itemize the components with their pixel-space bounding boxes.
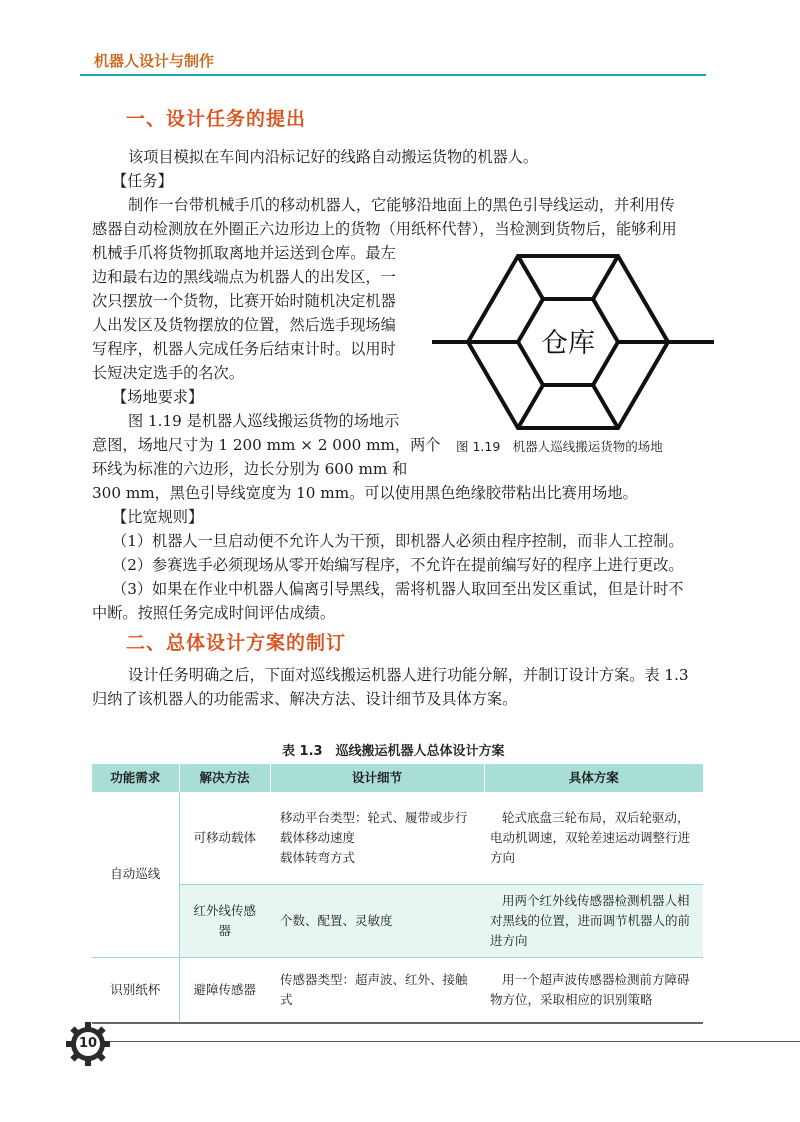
para-line: 次只摆放一个货物，比赛开始时随机决定机器 (92, 292, 396, 310)
table-header: 解决方法 (179, 764, 270, 792)
spoke (593, 256, 618, 299)
plan-line: 物方位，采取相应的识别策略 (490, 991, 653, 1007)
method-cell (179, 884, 270, 957)
spoke (518, 256, 543, 299)
details-line: 载体转弯方式 (280, 849, 356, 865)
header-rule (80, 74, 706, 76)
function-cell: 自动巡线 (92, 792, 179, 957)
para-line: 归纳了该机器人的功能需求、解决方法、设计细节及具体方案。 (92, 690, 518, 708)
para-line: 图 1.19 是机器人巡线搬运货物的场地示 (128, 412, 400, 430)
field-diagram-svg (430, 246, 716, 434)
section-title-1: 一、设计任务的提出 (126, 108, 307, 130)
method-line: 器 (218, 922, 231, 938)
table-caption: 表 1.3 巡线搬运机器人总体设计方案 (282, 744, 505, 759)
para-line: （3）如果在作业中机器人偏离引导黑线，需将机器人取回至出发区重试，但是计时不 (112, 580, 684, 598)
para-line: 【场地要求】 (112, 388, 204, 406)
warehouse-label: 仓库 (541, 328, 595, 359)
para-line: 【任务】 (112, 172, 173, 190)
para-line: 长短决定选手的名次。 (92, 364, 244, 382)
page-number: 10 (78, 1036, 98, 1051)
plan-line: 电动机调速，双轮差速运动调整行进 (490, 829, 691, 845)
method-line: 红外线传感 (193, 902, 256, 918)
plan-line: 对黑线的位置，进而调节机器人的前 (490, 912, 691, 928)
para-line: （2）参赛选手必须现场从零开始编写程序，不允许在提前编写好的程序上进行更改。 (112, 556, 684, 574)
para-line: 人出发区及货物摆放的位置，然后选手现场编 (92, 316, 396, 334)
table-header: 设计细节 (270, 764, 484, 792)
table-row (92, 884, 703, 957)
figure-caption: 图 1.19 机器人巡线搬运货物的场地 (456, 439, 663, 454)
table-header: 具体方案 (484, 764, 703, 792)
para-line: 300 mm，黑色引导线宽度为 10 mm。可以使用黑色绝缘胶带粘出比赛用场地。 (92, 484, 638, 502)
design-plan-table (92, 764, 703, 1024)
plan-cell (484, 957, 703, 1023)
para-line: 设计任务明确之后，下面对巡线搬运机器人进行功能分解，并制订设计方案。表 1.3 (128, 666, 689, 684)
details-cell: 传感器类型：超声波、红外、接触式 (270, 957, 484, 1023)
para-line: 该项目模拟在车间内沿标记好的线路自动搬运货物的机器人。 (128, 148, 539, 166)
spoke (518, 385, 543, 428)
para-line: 中断。按照任务完成时间评估成绩。 (92, 604, 335, 622)
method-cell: 可移动载体 (179, 792, 270, 884)
plan-line: 方向 (490, 849, 516, 865)
table-row (92, 957, 703, 1023)
plan-line: 用一个超声波传感器检测前方障碍 (502, 971, 690, 987)
plan-line: 进方向 (490, 932, 528, 948)
para-line: 环线为标准的六边形，边长分别为 600 mm 和 (92, 460, 408, 478)
para-line: 感器自动检测放在外圈正六边形边上的货物（用纸杯代替），当检测到货物后，能够利用 (92, 220, 677, 238)
method-cell: 避障传感器 (179, 957, 270, 1023)
plan-cell (484, 792, 703, 884)
table-row (92, 792, 703, 884)
details-line: 移动平台类型：轮式、履带或步行 (280, 809, 468, 825)
para-line: 机械手爪将货物抓取离地并运送到仓库。最左 (92, 244, 396, 262)
details-line: 载体移动速度 (280, 829, 356, 845)
details-cell (270, 792, 484, 884)
function-cell: 识别纸杯 (92, 957, 179, 1023)
para-line: 制作一台带机械手爪的移动机器人，它能够沿地面上的黑色引导线运动，并利用传 (128, 196, 675, 214)
running-header: 机器人设计与制作 (94, 52, 215, 70)
plan-line: 轮式底盘三轮布局，双后轮驱动， (502, 809, 690, 825)
details-cell: 个数、配置、灵敏度 (270, 884, 484, 957)
para-line: 【比宽规则】 (112, 508, 204, 526)
footer-rule (110, 1041, 800, 1042)
table-header-row (92, 764, 703, 792)
table-header: 功能需求 (92, 764, 179, 792)
para-line: （1）机器人一旦启动便不允许人为干预，即机器人必须由程序控制，而非人工控制。 (112, 532, 684, 550)
spoke (593, 385, 618, 428)
para-line: 写程序，机器人完成任务后结束计时。以用时 (92, 340, 396, 358)
section-title-2: 二、总体设计方案的制订 (126, 632, 347, 654)
plan-line: 用两个红外线传感器检测机器人相 (502, 892, 690, 908)
para-line: 意图，场地尺寸为 1 200 mm × 2 000 mm，两个 (92, 436, 441, 454)
field-diagram (430, 246, 716, 434)
para-line: 边和最右边的黑线端点为机器人的出发区，一 (92, 268, 396, 286)
plan-cell (484, 884, 703, 957)
